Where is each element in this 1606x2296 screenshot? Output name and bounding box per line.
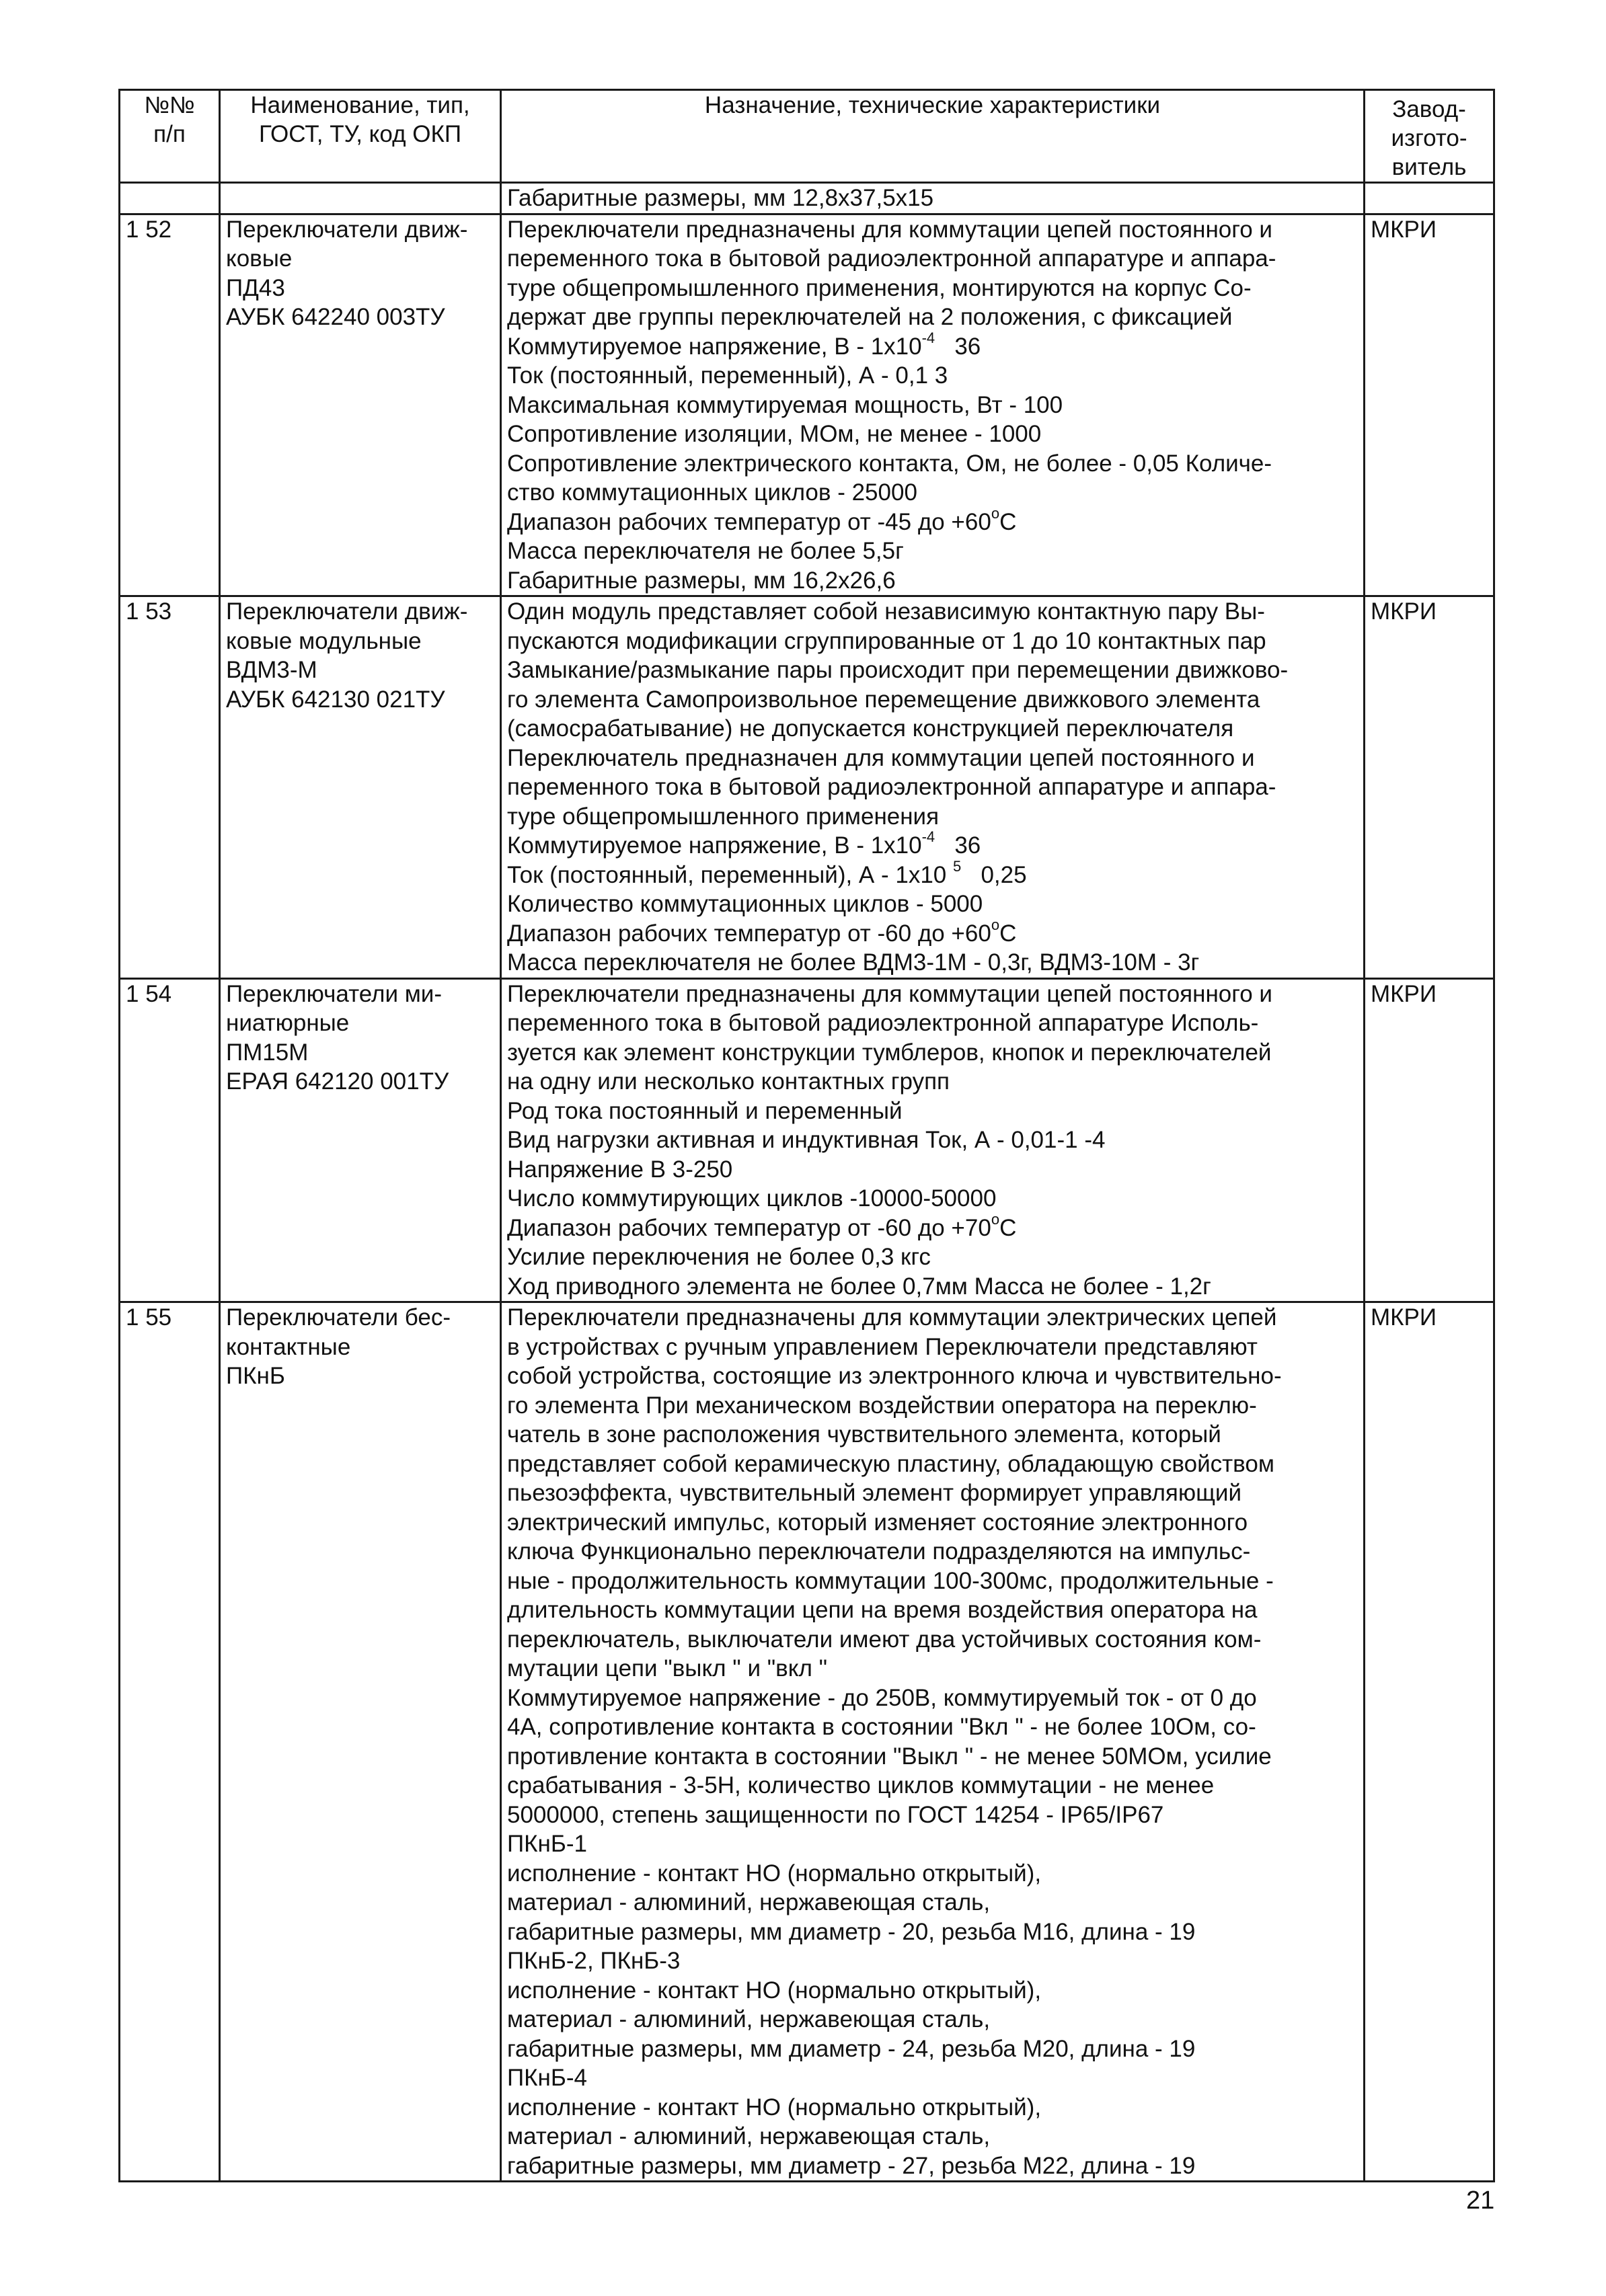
header-maker-cell — [1365, 90, 1494, 183]
description-text: электрический импульс, который изменяет состояние электронного — [507, 1509, 1248, 1536]
description-text: Коммутируемое напряжение - до 250В, коммутируемый ток - от 0 до — [507, 1684, 1257, 1711]
description-text: го элемента При механическом воздействии оператора на переклю- — [507, 1392, 1257, 1419]
item-name-line: АУБК 642130 021ТУ — [226, 686, 445, 713]
manufacturer-cell — [1365, 1302, 1494, 2182]
description-line — [507, 916, 1358, 949]
description-text: Переключатели предназначены для коммутации электрических цепей — [507, 1304, 1277, 1331]
description-line — [507, 329, 1358, 362]
item-name-cell — [220, 183, 501, 214]
description-text: переменного тока в бытовой радиоэлектронной аппаратуре и аппара- — [507, 774, 1276, 800]
description-text: ПКнБ-1 — [507, 1831, 587, 1857]
manufacturer-cell — [1365, 183, 1494, 214]
description-line — [507, 1420, 1358, 1450]
description-line — [507, 1684, 1358, 1713]
description-text-after: 36 — [935, 832, 981, 859]
description-line — [507, 948, 1358, 978]
description-line — [507, 889, 1358, 919]
item-number: 1 53 — [126, 598, 172, 625]
description-line — [507, 1450, 1358, 1479]
table-row — [120, 978, 1494, 1302]
description-text: ство коммутационных циклов - 25000 — [507, 479, 917, 506]
description-line — [507, 2093, 1358, 2123]
description-line — [507, 215, 1358, 245]
description-text: (самосрабатывание) не допускается конструкцией переключателя — [507, 715, 1234, 742]
description-line — [507, 597, 1358, 627]
description-text: материал - алюминий, нержавеющая сталь, — [507, 1889, 991, 1915]
description-text: габаритные размеры, мм диаметр - 27, резьба М22, длина - 19 — [507, 2152, 1196, 2179]
header-maker-line-2: изгото- — [1391, 125, 1467, 151]
description-text: туре общепромышленного применения — [507, 803, 940, 830]
description-line — [507, 2034, 1358, 2064]
description-line — [507, 1946, 1358, 1976]
description-text: Сопротивление изоляции, МОм, не менее - 1000 — [507, 421, 1042, 447]
description-line — [507, 1097, 1358, 1126]
description-line — [507, 1508, 1358, 1538]
description-line — [507, 802, 1358, 832]
description-text: зуется как элемент конструкции тумблеров, кнопок и переключателей — [507, 1039, 1272, 1066]
item-name-line: ВДМ3-М — [226, 657, 317, 683]
description-text: 5000000, степень защищенности по ГОСТ 14254 - IP65/IP67 — [507, 1801, 1164, 1828]
item-description-cell — [501, 214, 1365, 596]
description-line — [507, 685, 1358, 715]
manufacturer: МКРИ — [1371, 1304, 1437, 1331]
description-text: мутации цепи "выкл " и "вкл " — [507, 1655, 828, 1681]
description-text-after: 0,25 — [961, 861, 1027, 888]
item-description-cell — [501, 978, 1365, 1302]
description-line — [507, 1712, 1358, 1742]
description-text: Ток (постоянный, переменный), А - 0,1 3 — [507, 362, 948, 389]
description-text: Масса переключателя не более 5,5г — [507, 538, 904, 564]
item-name-cell — [220, 596, 501, 979]
description-line — [507, 1537, 1358, 1567]
superscript: -4 — [921, 828, 935, 846]
description-line — [507, 1976, 1358, 2006]
description-line — [507, 2151, 1358, 2181]
header-maker-line-3: витель — [1391, 154, 1467, 180]
description-text: Ток (постоянный, переменный), А - 1x10 — [507, 861, 954, 888]
description-text: Переключатели предназначены для коммутации цепей постоянного и — [507, 980, 1272, 1007]
description-text: собой устройства, состоящие из электронного ключа и чувствительно- — [507, 1363, 1282, 1389]
description-line — [507, 1829, 1358, 1859]
table-row — [120, 183, 1494, 214]
description-text: Габаритные размеры, мм 12,8x37,5x15 — [507, 185, 934, 211]
description-text: пускаются модификации сгруппированные от 1 до 10 контактных пар — [507, 627, 1266, 654]
description-text: ные - продолжительность коммутации 100-300мс, продолжительные - — [507, 1567, 1274, 1594]
item-number-cell — [120, 183, 220, 214]
description-line — [507, 244, 1358, 274]
item-number: 1 52 — [126, 216, 172, 243]
description-text: Максимальная коммутируемая мощность, Вт - 100 — [507, 391, 1063, 418]
description-line — [507, 274, 1358, 303]
description-text: Диапазон рабочих температур от -45 до +60 — [507, 508, 991, 535]
header-name-line-2: ГОСТ, ТУ, код ОКП — [258, 121, 461, 147]
description-text: Коммутируемое напряжение, В - 1x10 — [507, 832, 922, 859]
description-line — [507, 184, 1358, 213]
description-line — [507, 1771, 1358, 1800]
description-text-after: 36 — [935, 333, 981, 360]
item-number: 1 54 — [126, 980, 172, 1007]
manufacturer-cell — [1365, 978, 1494, 1302]
item-description-cell — [501, 1302, 1365, 2182]
manufacturer-cell — [1365, 214, 1494, 596]
description-text: Габаритные размеры, мм 16,2x26,6 — [507, 567, 896, 594]
header-maker-line-1: Завод- — [1392, 96, 1466, 122]
description-text: Один модуль представляет собой независимую контактную пару Вы- — [507, 598, 1265, 625]
description-text: Ход приводного элемента не более 0,7мм Масса не более - 1,2г — [507, 1273, 1211, 1300]
description-line — [507, 1654, 1358, 1684]
description-text: переменного тока в бытовой радиоэлектронной аппаратуре Исполь- — [507, 1010, 1259, 1036]
description-text: длительность коммутации цепи на время воздействия оператора на — [507, 1597, 1258, 1623]
description-line — [507, 1391, 1358, 1421]
header-purpose-cell — [501, 90, 1365, 183]
description-text: срабатывания - 3-5Н, количество циклов коммутации - не менее — [507, 1772, 1215, 1798]
description-text: габаритные размеры, мм диаметр - 24, резьба М20, длина - 19 — [507, 2035, 1196, 2062]
description-text: Масса переключателя не более ВДМ3-1М - 0,3г, ВДМ3-10М - 3г — [507, 949, 1200, 976]
description-text: представляет собой керамическую пластину, обладающую свойством — [507, 1450, 1274, 1477]
table-body — [120, 90, 1494, 2182]
description-line — [507, 1333, 1358, 1362]
description-line — [507, 303, 1358, 332]
description-line — [507, 2063, 1358, 2093]
description-line — [507, 1272, 1358, 1302]
description-line — [507, 420, 1358, 449]
description-text: 4А, сопротивление контакта в состоянии "Вкл " - не более 10Ом, со- — [507, 1714, 1256, 1740]
superscript: о — [991, 1210, 1000, 1228]
description-line — [507, 627, 1358, 656]
header-name-line-1: Наименование, тип, — [250, 92, 470, 118]
description-line — [507, 1008, 1358, 1038]
description-text: туре общепромышленного применения, монтируются на корпус Со- — [507, 274, 1252, 301]
description-line — [507, 566, 1358, 596]
description-text: ПКнБ-2, ПКнБ-3 — [507, 1948, 681, 1974]
description-line — [507, 1917, 1358, 1947]
item-name-line: ПМ15М — [226, 1039, 309, 1066]
manufacturer: МКРИ — [1371, 598, 1437, 625]
item-name-line: ПКнБ — [226, 1363, 285, 1389]
description-line — [507, 828, 1358, 861]
item-name-line: контактные — [226, 1333, 351, 1360]
description-text-after: С — [999, 508, 1017, 535]
description-line — [507, 1125, 1358, 1155]
description-text: Усилие переключения не более 0,3 кгс — [507, 1244, 931, 1270]
manufacturer-cell — [1365, 596, 1494, 979]
description-text: пьезоэффекта, чувствительный элемент формирует управляющий — [507, 1480, 1242, 1506]
item-name-cell — [220, 1302, 501, 2182]
description-text: чатель в зоне расположения чувствительного элемента, который — [507, 1421, 1221, 1448]
description-text: ПКнБ-4 — [507, 2065, 587, 2091]
item-name-line: ковые — [226, 245, 293, 272]
superscript: о — [991, 916, 1000, 933]
header-num-line-1: №№ — [144, 92, 195, 118]
description-text: переключатель, выключатели имеют два устойчивых состояния ком- — [507, 1626, 1262, 1653]
description-line — [507, 537, 1358, 566]
item-name-cell — [220, 214, 501, 596]
description-text: Вид нагрузки активная и индуктивная Ток, А - 0,01-1 -4 — [507, 1127, 1106, 1153]
table-row — [120, 596, 1494, 979]
description-text: Переключатель предназначен для коммутации цепей постоянного и — [507, 744, 1255, 771]
description-line — [507, 714, 1358, 744]
description-line — [507, 391, 1358, 420]
description-line — [507, 1888, 1358, 1917]
item-number-cell — [120, 596, 220, 979]
header-num-cell — [120, 90, 220, 183]
header-purpose: Назначение, технические характеристики — [704, 92, 1161, 118]
description-text: Количество коммутационных циклов - 5000 — [507, 891, 983, 917]
description-text: габаритные размеры, мм диаметр - 20, резьба М16, длина - 19 — [507, 1918, 1196, 1945]
description-text: го элемента Самопроизвольное перемещение движкового элемента — [507, 686, 1260, 713]
description-line — [507, 1859, 1358, 1889]
item-name-line: Переключатели ми- — [226, 980, 442, 1007]
item-name-line: АУБК 642240 003ТУ — [226, 304, 445, 330]
item-number: 1 55 — [126, 1304, 172, 1331]
description-text: в устройствах с ручным управлением Переключатели представляют — [507, 1333, 1258, 1360]
description-line — [507, 1742, 1358, 1772]
description-text: материал - алюминий, нержавеющая сталь, — [507, 2006, 991, 2032]
item-name-line: Переключатели движ- — [226, 216, 468, 243]
description-text: держат две группы переключателей на 2 положения, с фиксацией — [507, 304, 1233, 330]
header-num-line-2: п/п — [153, 121, 186, 147]
manufacturer: МКРИ — [1371, 980, 1437, 1007]
description-text: на одну или несколько контактных групп — [507, 1068, 950, 1095]
description-line — [507, 1595, 1358, 1625]
description-text: Род тока постоянный и переменный — [507, 1097, 903, 1124]
table-row — [120, 1302, 1494, 2182]
table-header-row — [120, 90, 1494, 183]
description-text: ключа Функционально переключатели подразделяются на импульс- — [507, 1538, 1251, 1565]
description-line — [507, 504, 1358, 537]
description-line — [507, 1567, 1358, 1596]
description-text: исполнение - контакт НО (нормально открытый), — [507, 2094, 1042, 2121]
description-line — [507, 1210, 1358, 1243]
description-line — [507, 478, 1358, 508]
item-name-line: ПД43 — [226, 274, 285, 301]
description-text: Замыкание/размыкание пары происходит при перемещении движково- — [507, 657, 1289, 683]
description-line — [507, 1242, 1358, 1272]
superscript: о — [991, 504, 1000, 522]
item-number-cell — [120, 214, 220, 596]
description-line — [507, 1361, 1358, 1391]
description-text: Число коммутирующих циклов -10000-50000 — [507, 1185, 997, 1212]
superscript: 5 — [953, 857, 962, 875]
item-number-cell — [120, 1302, 220, 2182]
description-text: Напряжение В 3-250 — [507, 1156, 733, 1183]
description-text: Диапазон рабочих температур от -60 до +60 — [507, 920, 991, 947]
item-description-cell — [501, 596, 1365, 979]
description-text: переменного тока в бытовой радиоэлектронной аппаратуре и аппара- — [507, 245, 1276, 272]
description-text: Переключатели предназначены для коммутации цепей постоянного и — [507, 216, 1272, 243]
description-text: исполнение - контакт НО (нормально открытый), — [507, 1977, 1042, 2004]
description-line — [507, 1303, 1358, 1333]
description-line — [507, 857, 1358, 890]
description-line — [507, 1155, 1358, 1185]
description-text: Диапазон рабочих температур от -60 до +70 — [507, 1214, 991, 1241]
page-number: 21 — [1466, 2186, 1495, 2215]
description-line — [507, 2122, 1358, 2151]
description-text: материал - алюминий, нержавеющая сталь, — [507, 2123, 991, 2149]
item-name-line: Переключатели бес- — [226, 1304, 451, 1331]
description-line — [507, 773, 1358, 802]
item-number-cell — [120, 978, 220, 1302]
description-line — [507, 1184, 1358, 1214]
description-line — [507, 1067, 1358, 1097]
item-description-cell — [501, 183, 1365, 214]
description-line — [507, 1478, 1358, 1508]
description-line — [507, 1038, 1358, 1068]
description-line — [507, 656, 1358, 685]
item-name-line: ковые модульные — [226, 627, 422, 654]
description-line — [507, 1800, 1358, 1830]
description-line — [507, 449, 1358, 479]
description-line — [507, 361, 1358, 391]
description-line — [507, 2005, 1358, 2034]
description-text: исполнение - контакт НО (нормально открытый), — [507, 1860, 1042, 1887]
table-row — [120, 214, 1494, 596]
item-name-line: ЕРАЯ 642120 001ТУ — [226, 1068, 449, 1095]
item-name-line: Переключатели движ- — [226, 598, 468, 625]
description-text-after: С — [999, 920, 1017, 947]
description-text: Коммутируемое напряжение, В - 1x10 — [507, 333, 922, 360]
item-name-line: ниатюрные — [226, 1010, 350, 1036]
superscript: -4 — [921, 329, 935, 346]
description-line — [507, 744, 1358, 773]
description-text-after: С — [999, 1214, 1017, 1241]
specification-table — [118, 89, 1495, 2182]
description-text: Сопротивление электрического контакта, Ом, не более - 0,05 Количе- — [507, 450, 1272, 477]
description-text: противление контакта в состоянии "Выкл " - не менее 50МОм, усилие — [507, 1743, 1272, 1770]
header-name-cell — [220, 90, 501, 183]
description-line — [507, 980, 1358, 1009]
description-line — [507, 1625, 1358, 1655]
manufacturer: МКРИ — [1371, 216, 1437, 243]
item-name-cell — [220, 978, 501, 1302]
